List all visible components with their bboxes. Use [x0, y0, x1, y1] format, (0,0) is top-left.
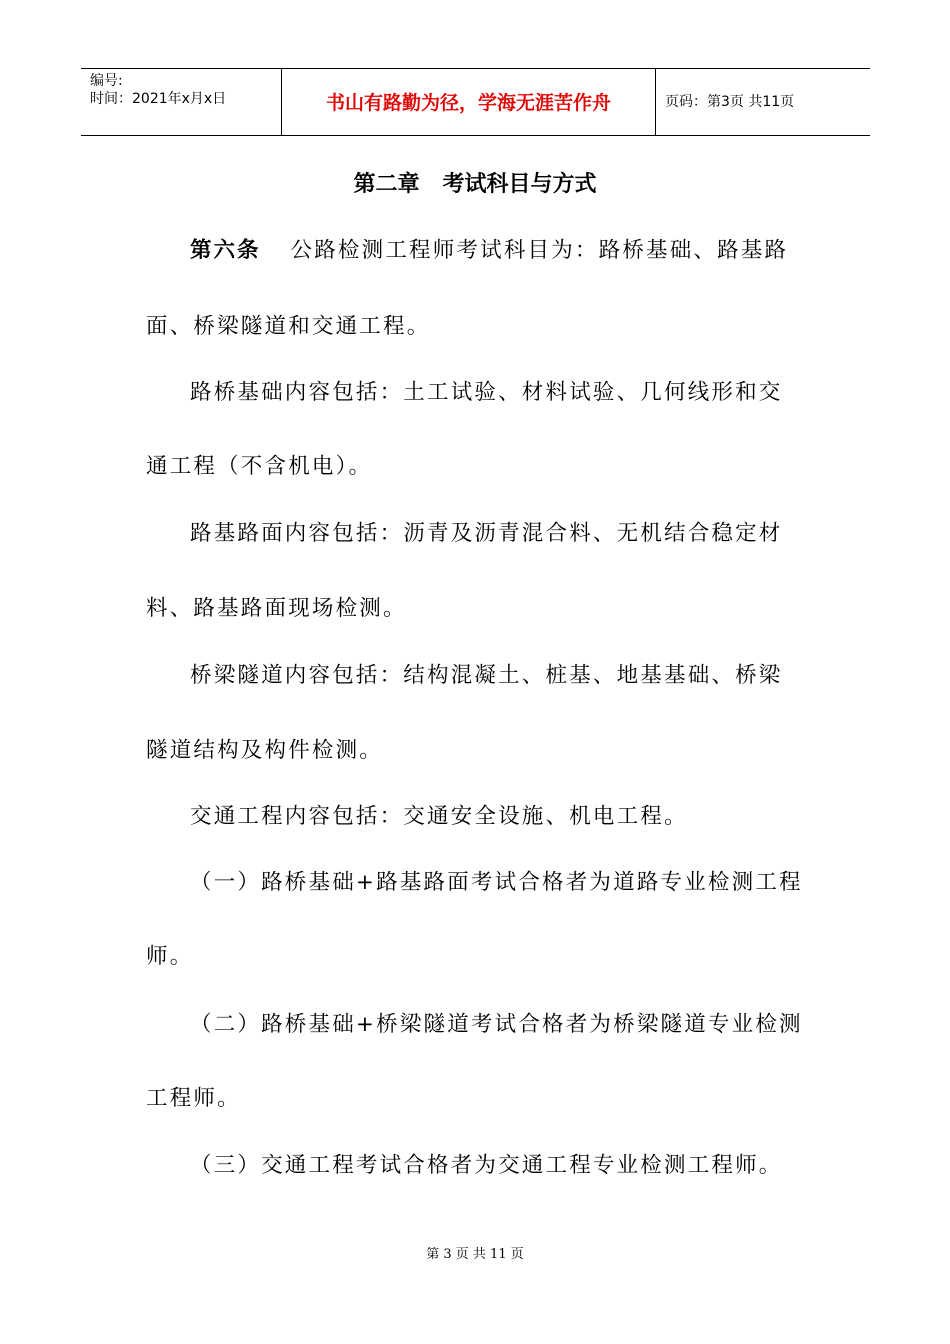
body-line: （一）路桥基础+路基路面考试合格者为道路专业检测工程	[190, 870, 803, 895]
document-number-label: 编号:	[90, 73, 123, 89]
body-line: 交通工程内容包括：交通安全设施、机电工程。	[190, 804, 688, 829]
body-line: 桥梁隧道内容包括：结构混凝土、桩基、地基基础、桥梁	[190, 663, 783, 688]
header-meta-cell	[81, 69, 282, 135]
header-page-cell	[656, 69, 870, 135]
document-header	[81, 68, 870, 136]
body-line: （三）交通工程考试合格者为交通工程专业检测工程师。	[190, 1153, 783, 1178]
body-line: 路基路面内容包括：沥青及沥青混合料、无机结合稳定材	[190, 521, 783, 546]
header-motto: 书山有路勤为径，学海无涯苦作舟	[325, 92, 611, 114]
body-line: 料、路基路面现场检测。	[146, 596, 407, 621]
article-first-line	[190, 236, 788, 266]
body-line: 隧道结构及构件检测。	[146, 738, 384, 763]
body-line: 工程师。	[146, 1086, 241, 1111]
body-line: 面、桥梁隧道和交通工程。	[146, 314, 431, 339]
body-line: 通工程（不含机电）。	[146, 454, 373, 479]
chapter-title: 第二章 考试科目与方式	[353, 172, 597, 197]
header-page-code: 页码：第3页 共11页	[665, 94, 795, 110]
article-label: 第六条	[190, 238, 261, 263]
body-line: 公路检测工程师考试科目为：路桥基础、路基路	[290, 238, 789, 263]
document-date: 时间：2021年x月x日	[90, 91, 227, 107]
header-motto-cell	[282, 69, 656, 135]
body-line: （二）路桥基础+桥梁隧道考试合格者为桥梁隧道专业检测	[190, 1012, 803, 1037]
body-line: 师。	[146, 944, 194, 969]
body-line: 路桥基础内容包括：土工试验、材料试验、几何线形和交	[190, 380, 783, 405]
page-footer: 第 3 页 共 11 页	[426, 1247, 524, 1262]
